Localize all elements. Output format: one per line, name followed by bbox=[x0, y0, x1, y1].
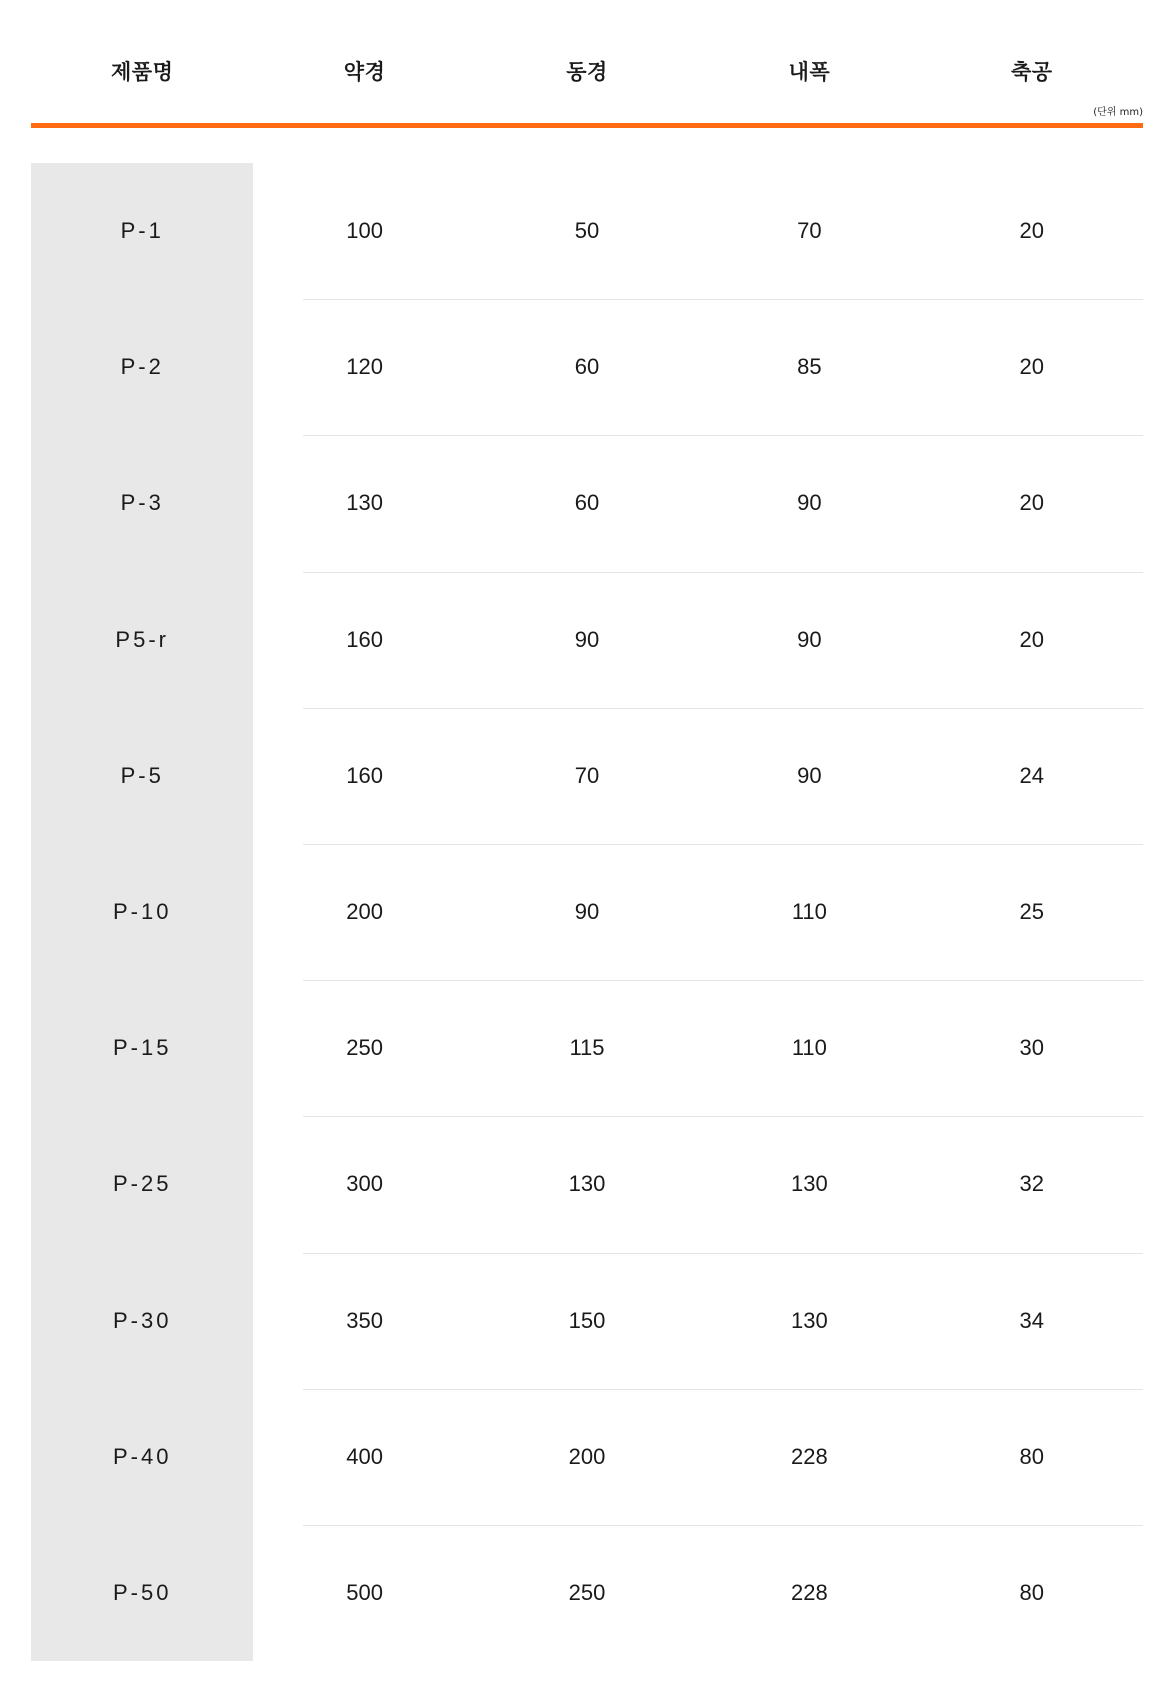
product-name-cell: P-3 bbox=[120, 490, 164, 516]
header-inner-width: 내폭 bbox=[788, 60, 831, 84]
value-cell: 350 bbox=[346, 1307, 383, 1333]
value-cell: 70 bbox=[574, 762, 600, 788]
table-row bbox=[31, 844, 1143, 980]
value-cell: 228 bbox=[791, 1443, 828, 1469]
header-diameter-a: 약경 bbox=[343, 60, 386, 84]
value-cell: 34 bbox=[1019, 1307, 1044, 1333]
table-row bbox=[31, 435, 1143, 571]
product-name-cell: P-40 bbox=[112, 1443, 172, 1469]
value-cell: 115 bbox=[569, 1035, 605, 1061]
value-cell: 400 bbox=[346, 1443, 383, 1469]
value-cell: 250 bbox=[346, 1035, 383, 1061]
value-cell: 50 bbox=[574, 218, 600, 243]
value-cell: 20 bbox=[1019, 490, 1044, 516]
product-name-cell: P-1 bbox=[120, 218, 164, 243]
value-cell: 70 bbox=[797, 218, 822, 243]
value-cell: 32 bbox=[1019, 1171, 1044, 1197]
product-name-cell: P5-r bbox=[115, 626, 169, 652]
value-cell: 20 bbox=[1019, 354, 1044, 380]
product-name-cell: P-30 bbox=[112, 1307, 172, 1333]
value-cell: 24 bbox=[1019, 762, 1044, 788]
header-divider bbox=[31, 123, 1143, 128]
value-cell: 90 bbox=[574, 899, 600, 924]
value-cell: 130 bbox=[791, 1171, 828, 1197]
value-cell: 90 bbox=[797, 626, 822, 652]
value-cell: 90 bbox=[797, 762, 822, 788]
unit-note: (단위 mm) bbox=[1093, 107, 1143, 118]
table-row bbox=[31, 1116, 1143, 1252]
value-cell: 110 bbox=[791, 1035, 827, 1061]
value-cell: 200 bbox=[568, 1443, 606, 1469]
header-product-name: 제품명 bbox=[111, 60, 174, 84]
value-cell: 100 bbox=[346, 218, 383, 243]
value-cell: 120 bbox=[346, 354, 383, 380]
product-name-cell: P-5 bbox=[120, 762, 164, 788]
table-header bbox=[31, 52, 1143, 92]
product-name-cell: P-2 bbox=[120, 354, 164, 380]
table-row bbox=[31, 1525, 1143, 1661]
value-cell: 130 bbox=[791, 1307, 828, 1333]
value-cell: 200 bbox=[346, 899, 383, 924]
table-row bbox=[31, 163, 1143, 299]
value-cell: 250 bbox=[568, 1580, 606, 1605]
value-cell: 160 bbox=[346, 626, 383, 652]
value-cell: 150 bbox=[568, 1307, 606, 1333]
value-cell: 20 bbox=[1019, 626, 1044, 652]
value-cell: 60 bbox=[574, 354, 600, 380]
value-cell: 20 bbox=[1019, 218, 1044, 243]
value-cell: 85 bbox=[797, 354, 822, 380]
table-row bbox=[31, 572, 1143, 708]
value-cell: 130 bbox=[346, 490, 383, 516]
table-row bbox=[31, 1253, 1143, 1389]
spec-table bbox=[31, 0, 1143, 1689]
product-name-cell: P-25 bbox=[112, 1171, 172, 1197]
table-row bbox=[31, 708, 1143, 844]
table-row bbox=[31, 299, 1143, 435]
value-cell: 160 bbox=[346, 762, 383, 788]
table-body bbox=[31, 163, 1143, 1661]
value-cell: 90 bbox=[574, 626, 600, 652]
value-cell: 80 bbox=[1019, 1443, 1044, 1469]
value-cell: 25 bbox=[1019, 899, 1044, 924]
value-cell: 300 bbox=[346, 1171, 383, 1197]
value-cell: 60 bbox=[574, 490, 600, 516]
value-cell: 80 bbox=[1019, 1580, 1044, 1605]
value-cell: 130 bbox=[568, 1171, 606, 1197]
value-cell: 90 bbox=[797, 490, 822, 516]
value-cell: 110 bbox=[791, 899, 827, 924]
product-name-cell: P-15 bbox=[112, 1035, 172, 1061]
header-diameter-b: 동경 bbox=[566, 60, 608, 84]
table-row bbox=[31, 980, 1143, 1116]
product-name-cell: P-10 bbox=[112, 899, 172, 924]
value-cell: 228 bbox=[791, 1580, 828, 1605]
value-cell: 30 bbox=[1019, 1035, 1044, 1061]
value-cell: 500 bbox=[346, 1580, 383, 1605]
header-shaft-hole: 축공 bbox=[1010, 60, 1053, 84]
product-name-cell: P-50 bbox=[112, 1580, 172, 1605]
table-row bbox=[31, 1389, 1143, 1525]
